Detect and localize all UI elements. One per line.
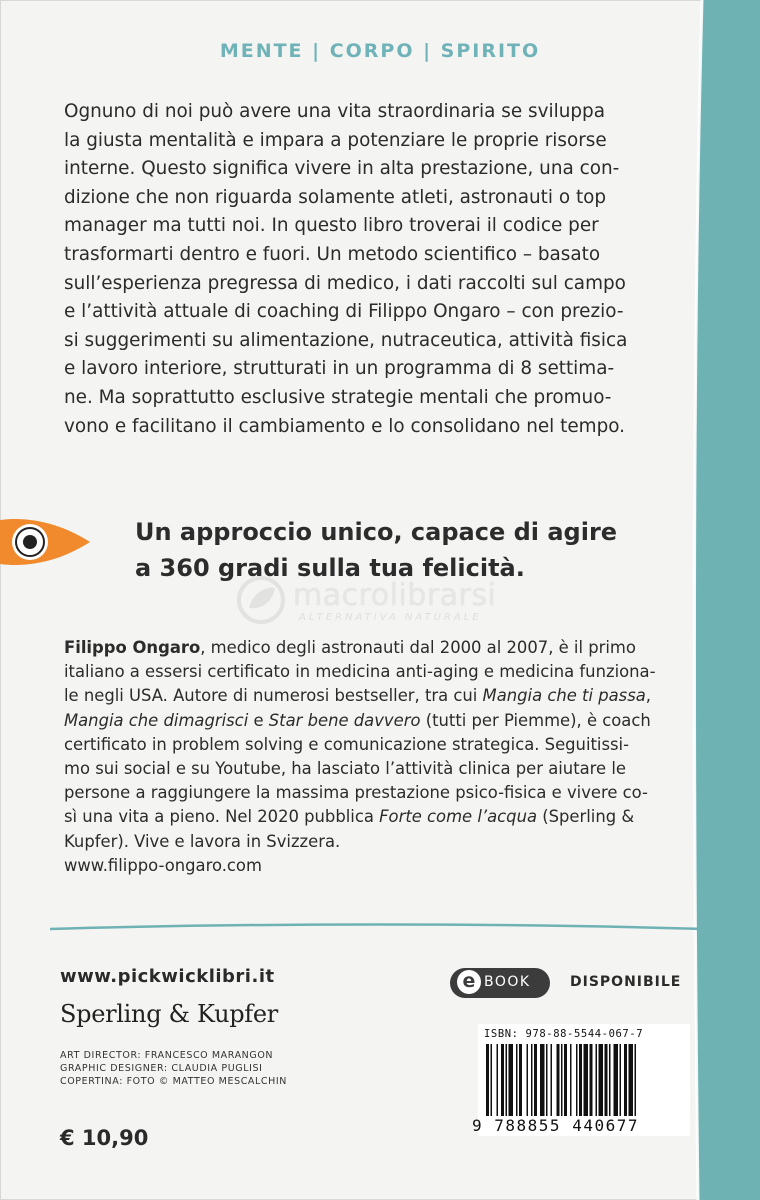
author-website: www.filippo-ongaro.com bbox=[64, 855, 262, 875]
blurb-line: la giusta mentalità e impara a potenziare le proprie risorse bbox=[64, 129, 607, 151]
blurb-line: Ognuno di noi può avere una vita straordinaria se sviluppa bbox=[64, 101, 605, 122]
bio-line: mo sui social e su Youtube, ha lasciato l’attività clinica per aiutare le bbox=[64, 759, 626, 779]
ebook-e-icon: e bbox=[457, 970, 481, 994]
tagline-line-1: Un approccio unico, capace di agire bbox=[135, 518, 618, 546]
book-title: Forte come l’acqua bbox=[379, 807, 537, 827]
blurb-line: sull’esperienza pregressa di medico, i dati raccolti sul campo bbox=[64, 272, 626, 294]
watermark-name: macrolibrarsi bbox=[293, 578, 497, 613]
blurb-line: vono e facilitano il cambiamento e lo consolidano nel tempo. bbox=[64, 415, 626, 437]
credit-line: COPERTINA: FOTO © MATTEO MESCALCHIN bbox=[60, 1076, 288, 1087]
author-name: Filippo Ongaro bbox=[64, 638, 201, 657]
blurb-line: trasformarti dentro e fuori. Un metodo scientifico – basato bbox=[64, 243, 601, 265]
book-title: Mangia che dimagrisci bbox=[64, 710, 249, 730]
bio-line: Kupfer). Vive e lavora in Svizzera. bbox=[64, 831, 341, 851]
wave-divider bbox=[50, 920, 705, 934]
ebook-label: BOOK bbox=[484, 974, 531, 990]
ebook-available-label: DISPONIBILE bbox=[570, 974, 682, 990]
leaf-logo-icon bbox=[235, 574, 287, 626]
price: € 10,90 bbox=[60, 1126, 149, 1150]
tagline-line-2: a 360 gradi sulla tua felicità. bbox=[135, 554, 525, 582]
barcode-bars bbox=[486, 1044, 682, 1116]
bio-line: le negli USA. Autore di numerosi bestseller, tra cui Mangia che ti passa, bbox=[64, 686, 652, 706]
watermark bbox=[235, 572, 545, 630]
barcode-digits: 9 788855 440677 bbox=[472, 1116, 639, 1135]
blurb-line: interne. Questo significa vivere in alta prestazione, una con- bbox=[64, 158, 620, 180]
blurb-line: e l’attività attuale di coaching di Filippo Ongaro – con prezio- bbox=[64, 301, 624, 323]
bio-line: persone a raggiungere la massima prestazione psico-fisica e vivere co- bbox=[64, 783, 648, 803]
blurb-line: e lavoro interiore, strutturati in un programma di 8 settima- bbox=[64, 358, 615, 380]
blurb-text bbox=[64, 98, 694, 441]
bio-line: italiano a essersi certificato in medicina anti-aging e medicina funziona- bbox=[64, 662, 656, 682]
category-label: MENTE | CORPO | SPIRITO bbox=[219, 40, 541, 62]
bio-line: Mangia che dimagrisci e Star bene davvero (tutti per Piemme), è coach bbox=[64, 710, 651, 730]
credit-line: ART DIRECTOR: FRANCESCO MARANGON bbox=[60, 1050, 274, 1061]
book-title: Mangia che ti passa bbox=[482, 686, 646, 706]
credits bbox=[60, 1049, 287, 1088]
blurb-line: ne. Ma soprattutto esclusive strategie mentali che promuo- bbox=[64, 386, 612, 408]
author-bio bbox=[64, 636, 694, 878]
book-title: Star bene davvero bbox=[268, 710, 421, 730]
bio-line: certificato in problem solving e comunicazione strategica. Seguitissi- bbox=[64, 734, 630, 754]
publisher-logo: Sperling & Kupfer bbox=[60, 1000, 278, 1028]
publisher-website: www.pickwicklibri.it bbox=[60, 966, 275, 987]
eye-icon bbox=[0, 512, 92, 572]
bio-line: sì una vita a pieno. Nel 2020 pubblica Forte come l’acqua (Sperling & bbox=[64, 807, 635, 827]
barcode bbox=[472, 1024, 690, 1136]
blurb-line: si suggerimenti su alimentazione, nutraceutica, attività fisica bbox=[64, 329, 628, 351]
isbn-label: ISBN: 978-88-5544-067-7 bbox=[484, 1028, 644, 1040]
credit-line: GRAPHIC DESIGNER: CLAUDIA PUGLISI bbox=[60, 1063, 263, 1074]
ebook-badge bbox=[450, 968, 550, 998]
watermark-subtitle: ALTERNATIVA NATURALE bbox=[299, 612, 482, 623]
blurb-line: dizione che non riguarda solamente atleti, astronauti o top bbox=[64, 186, 607, 208]
bio-line: Filippo Ongaro, medico degli astronauti dal 2000 al 2007, è il primo bbox=[64, 638, 636, 657]
blurb-line: manager ma tutti noi. In questo libro troverai il codice per bbox=[64, 215, 599, 237]
